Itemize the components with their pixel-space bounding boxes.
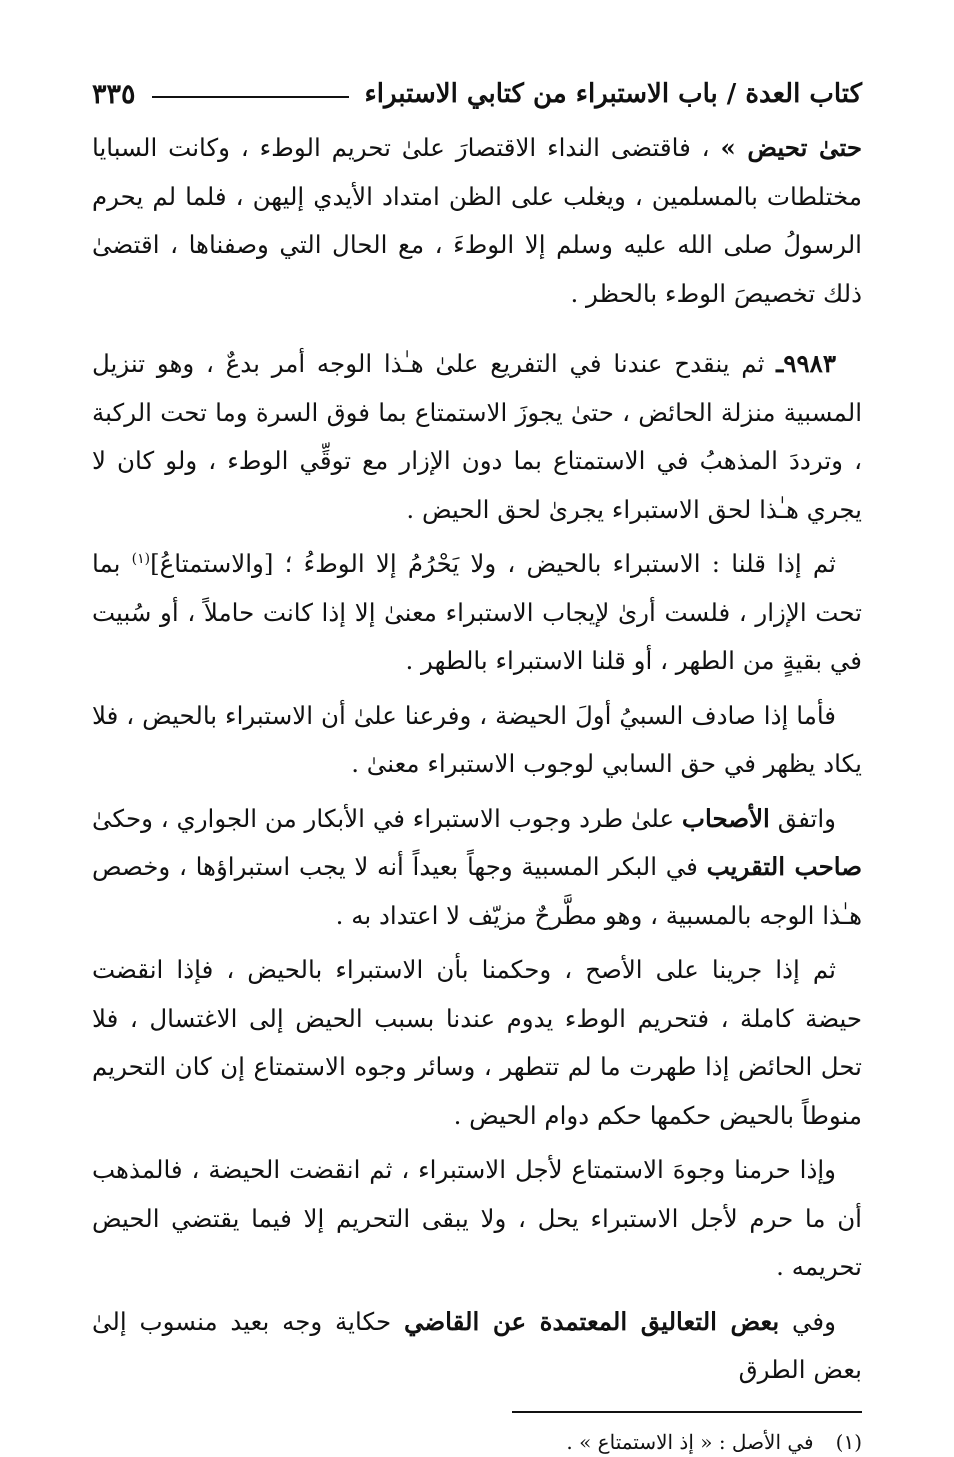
paragraph: [92, 692, 862, 789]
paragraph: [92, 1298, 862, 1395]
paragraph-number: ٩٩٨٣ـ: [776, 349, 836, 378]
paragraph-continued: [92, 124, 862, 318]
paragraph-text: واتفق: [769, 803, 836, 833]
paragraph: [92, 1146, 862, 1292]
bold-phrase: حتىٰ تحيض »: [720, 133, 863, 162]
bold-phrase: بعض التعاليق المعتمدة عن القاضي: [403, 1306, 780, 1336]
paragraph-numbered: [92, 340, 862, 534]
header-rule: [152, 96, 349, 98]
paragraph-text: ثم إذا قلنا : الاستبراء بالحيض ، ولا يَحْرُمُ إلا الوطءُ ؛ [والاستمتاعُ]: [150, 549, 836, 578]
page-body: [92, 124, 862, 1395]
page-number: ٣٣٥: [92, 78, 136, 110]
paragraph-text: ، فاقتضى النداء الاقتصارَ علىٰ تحريم الوطء ، وكانت السبايا مختلطات بالمسلمين ، ويغلب على الظن امتداد الأيدي إليهن ، فلما لم يحرم الرسولُ صلى الله عليه وسلم إلا الوطءَ ، مع الحال التي وصفناها ، اقتضىٰ ذلك تخصيصَ الوطء بالحظر .: [92, 133, 862, 308]
paragraph-text: فأما إذا صادف السبيُ أولَ الحيضة ، وفرعنا علىٰ أن الاستبراء بالحيض ، فلا يكاد يظهر في حق السابي لوجوب الاستبراء معنىٰ .: [92, 700, 862, 778]
paragraph-text: ثم ينقدح عندنا في التفريع علىٰ هـٰذا الوجه أمر بدعٌ ، وهو تنزيل المسبية منزلة الحائض ، حتىٰ يجوزَ الاستمتاع بما فوق السرة وما تحت الركبة ، وترددَ المذهبُ في الاستمتاع بما دون الإزار مع توقِّي الوطء ، ولو كان لا يجري هـٰذا لحق الاستبراء يجرىٰ لحق الحيض .: [92, 349, 862, 524]
paragraph: [92, 946, 862, 1140]
footnote-number: (١): [835, 1429, 862, 1454]
paragraph: [92, 540, 862, 686]
paragraph-text: علىٰ طرد وجوب الاستبراء في الأبكار من الجواري ، وحكىٰ: [92, 803, 682, 833]
paragraph: [92, 795, 862, 941]
paragraph-text: ثم إذا جرينا على الأصح ، وحكمنا بأن الاستبراء بالحيض ، فإذا انقضت حيضة كاملة ، فتحريم الوطء يدوم عندنا بسبب الحيض إلى الاغتسال ، فلا تحل الحائض إذا طهرت ما لم تتطهر ، وسائر وجوه الاستمتاع إن كان التحريم منوطاً بالحيض حكمها حكم دوام الحيض .: [92, 955, 862, 1130]
footnote-text: في الأصل : « إذ الاستمتاع » .: [566, 1429, 814, 1454]
bold-phrase: الأصحاب: [681, 803, 770, 833]
paragraph-text: بما تحت الإزار ، فلست أرىٰ لإيجاب الاستبراء معنىٰ إلا إذا كانت حاملاً ، أو سُبيت في بقيةٍ من الطهر ، أو قلنا الاستبراء بالطهر .: [92, 549, 862, 675]
paragraph-text: وفي: [779, 1306, 836, 1336]
footnote: [92, 1427, 862, 1457]
paragraph-text: وإذا حرمنا وجوهَ الاستمتاع لأجل الاستبراء ، ثم انقضت الحيضة ، فالمذهب أن ما حرم لأجل الاستبراء يحل ، ولا يبقى التحريم إلا فيما يقتضي الحيض تحريمه .: [92, 1155, 862, 1281]
paragraph-text: حكاية وجه بعيد منسوب إلىٰ بعض الطرق: [92, 1306, 862, 1384]
header-title: كتاب العدة / باب الاستبراء من كتابي الاستبراء: [364, 79, 862, 109]
footnote-ref: (١): [131, 550, 151, 567]
bold-phrase: صاحب التقريب: [706, 852, 863, 881]
paragraph-text: في البكر المسبية وجهاً بعيداً أنه لا يجب استبراؤها ، وخصص هـٰذا الوجه بالمسبية ، وهو مطَّرحٌ مزيّف لا اعتداد به .: [92, 852, 862, 930]
footnote-rule: [512, 1411, 862, 1413]
running-header: [92, 74, 862, 114]
